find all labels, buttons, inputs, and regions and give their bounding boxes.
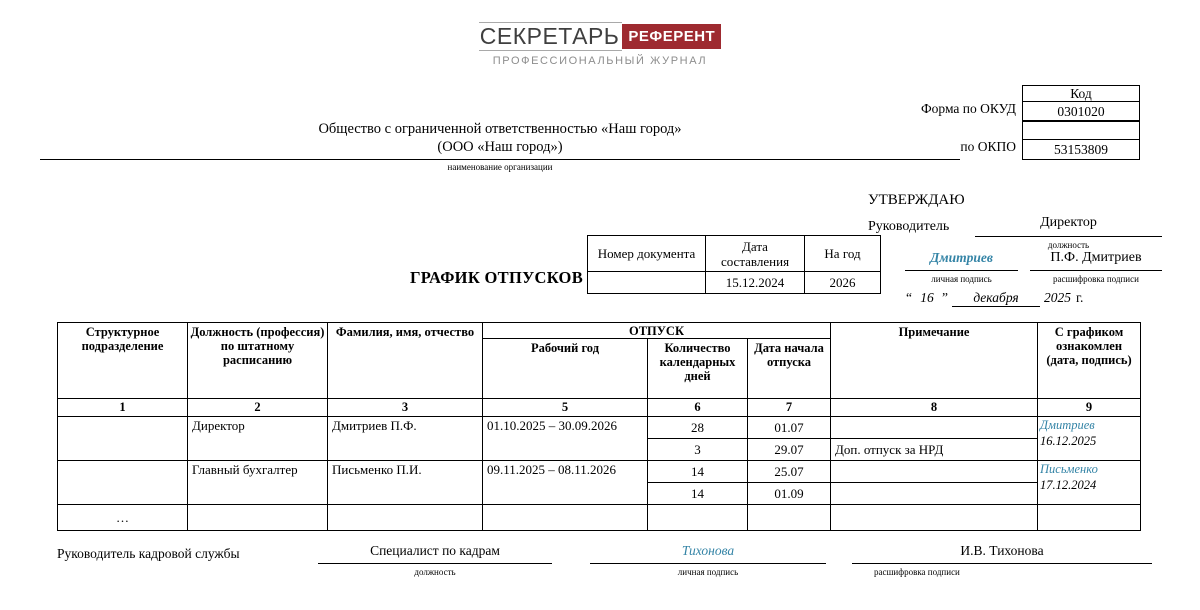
header-full-name: Фамилия, имя, отчество	[328, 323, 483, 399]
document-title: ГРАФИК ОТПУСКОВ	[409, 268, 583, 287]
footer-name: И.В. Тихонова	[852, 543, 1152, 564]
header-start-date: Дата начала отпуска	[748, 339, 831, 399]
start-date-cell: 01.09	[748, 483, 831, 505]
approve-signature-name: П.Ф. Дмитриев	[1030, 250, 1162, 271]
approve-date-day: 16	[920, 290, 934, 305]
col-num-6: 6	[648, 399, 748, 417]
approve-date-year: 2025	[1044, 290, 1071, 305]
header-row-1	[58, 323, 1141, 339]
note-cell: Доп. отпуск за НРД	[831, 439, 1038, 461]
employee-row-1a	[58, 417, 1141, 439]
logo-subtitle: ПРОФЕССИОНАЛЬНЫЙ ЖУРНАЛ	[492, 55, 708, 67]
approve-signature: Дмитриев	[905, 250, 1018, 271]
organization-name-line2: (ООО «Наш город»)	[437, 139, 563, 155]
footer-signature: Тихонова	[590, 543, 826, 564]
acknowledged-cell	[1038, 417, 1141, 461]
footer-signature-caption: личная подпись	[677, 567, 739, 577]
header-position: Должность (профессия) по штатному расписанию	[188, 323, 328, 399]
position-cell: Директор	[188, 417, 328, 461]
okpo-label: по ОКПО	[960, 139, 1016, 154]
doc-values-row	[588, 272, 881, 294]
work-year-cell: 01.10.2025 – 30.09.2026	[483, 417, 648, 461]
doc-col-date: Дата составления	[706, 236, 805, 272]
empty-cell	[328, 505, 483, 531]
approve-title: УТВЕРЖДАЮ	[868, 192, 965, 208]
footer-name-caption: расшифровка подписи	[874, 567, 960, 577]
start-date-cell: 29.07	[748, 439, 831, 461]
hr-head-label: Руководитель кадровой службы	[57, 546, 240, 561]
approve-date	[906, 290, 1083, 307]
doc-date-value: 15.12.2024	[706, 272, 805, 294]
note-cell	[831, 483, 1038, 505]
col-num-7: 7	[748, 399, 831, 417]
header-department: Структурное подразделение	[58, 323, 188, 399]
empty-code-cell	[1022, 120, 1140, 140]
department-cell	[58, 417, 188, 461]
footer-position-caption: должность	[414, 567, 456, 577]
col-num-2: 2	[188, 399, 328, 417]
logo-word-referent: РЕФЕРЕНТ	[622, 24, 721, 49]
department-cell	[58, 461, 188, 505]
empty-cell	[748, 505, 831, 531]
header-acknowledged: С графиком ознакомлен (дата, подпись)	[1038, 323, 1141, 399]
okpo-value-cell: 53153809	[1022, 139, 1140, 160]
approve-position-caption: должность	[1047, 240, 1090, 250]
ellipsis-row	[58, 505, 1141, 531]
ack-date: 16.12.2025	[1040, 434, 1097, 448]
organization-name-caption: наименование организации	[447, 162, 553, 172]
ack-signature: Письменко	[1040, 462, 1098, 476]
empty-cell	[483, 505, 648, 531]
header-otpusk-group: ОТПУСК	[483, 323, 831, 339]
code-header-cell: Код	[1022, 85, 1140, 102]
employee-row-2a	[58, 461, 1141, 483]
acknowledged-cell	[1038, 461, 1141, 505]
col-num-1: 1	[58, 399, 188, 417]
col-num-3: 3	[328, 399, 483, 417]
doc-header-row	[588, 236, 881, 272]
col-num-8: 8	[831, 399, 1038, 417]
approve-role-label: Руководитель	[868, 219, 950, 234]
approve-date-month: декабря	[952, 290, 1040, 307]
ack-date: 17.12.2024	[1040, 478, 1097, 492]
doc-number-value	[588, 272, 706, 294]
col-num-9: 9	[1038, 399, 1141, 417]
header-note: Примечание	[831, 323, 1038, 399]
name-cell: Письменко П.И.	[328, 461, 483, 505]
okud-value-cell: 0301020	[1022, 101, 1140, 122]
document-header-table	[587, 235, 881, 294]
col-num-5: 5	[483, 399, 648, 417]
quote-open: “	[906, 290, 912, 305]
ellipsis-cell: …	[58, 505, 188, 531]
approve-name-caption: расшифровка подписи	[1053, 274, 1139, 284]
ack-signature: Дмитриев	[1040, 418, 1095, 432]
doc-col-number: Номер документа	[588, 236, 706, 272]
footer-position: Специалист по кадрам	[318, 543, 552, 564]
start-date-cell: 25.07	[748, 461, 831, 483]
days-cell: 14	[648, 461, 748, 483]
start-date-cell: 01.07	[748, 417, 831, 439]
note-cell	[831, 417, 1038, 439]
name-cell: Дмитриев П.Ф.	[328, 417, 483, 461]
empty-cell	[648, 505, 748, 531]
note-cell	[831, 461, 1038, 483]
organization-name	[40, 120, 960, 160]
code-table	[1022, 85, 1140, 160]
okud-label: Форма по ОКУД	[920, 101, 1016, 116]
header-calendar-days: Количество календарных дней	[648, 339, 748, 399]
organization-name-line1: Общество с ограниченной ответственностью «Наш город»	[318, 121, 682, 137]
doc-col-year: На год	[805, 236, 881, 272]
empty-cell	[831, 505, 1038, 531]
days-cell: 14	[648, 483, 748, 505]
header-work-year: Рабочий год	[483, 339, 648, 399]
column-numbers-row	[58, 399, 1141, 417]
empty-cell	[188, 505, 328, 531]
empty-cell	[1038, 505, 1141, 531]
quote-close: ”	[942, 290, 948, 305]
vacation-schedule-table	[57, 322, 1141, 531]
days-cell: 3	[648, 439, 748, 461]
position-cell: Главный бухгалтер	[188, 461, 328, 505]
approve-position: Директор	[975, 215, 1162, 237]
magazine-logo	[0, 22, 1200, 67]
days-cell: 28	[648, 417, 748, 439]
doc-year-value: 2026	[805, 272, 881, 294]
logo-word-secretar: СЕКРЕТАРЬ	[479, 22, 623, 51]
logo-row	[479, 22, 721, 51]
work-year-cell: 09.11.2025 – 08.11.2026	[483, 461, 648, 505]
approve-date-year-suffix: г.	[1076, 290, 1084, 305]
approve-signature-caption: личная подпись	[931, 274, 992, 284]
